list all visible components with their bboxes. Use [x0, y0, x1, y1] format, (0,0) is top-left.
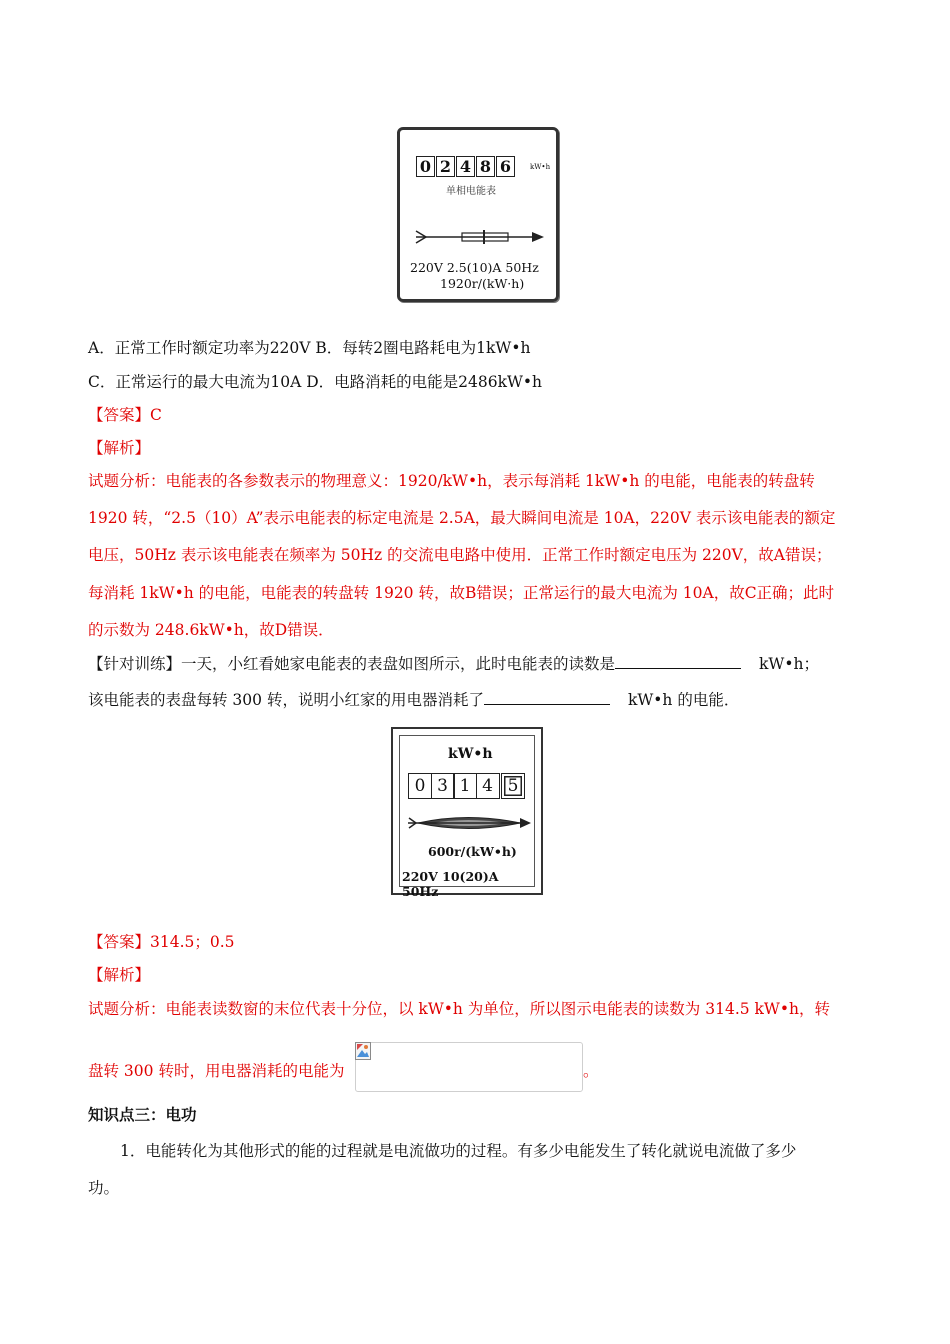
analysis-2-heading: 【解析】 — [88, 966, 151, 984]
meter1-name: 单相电能表 — [446, 186, 496, 197]
broken-image-icon — [355, 1042, 371, 1060]
formula-image-placeholder — [355, 1042, 583, 1092]
meter2-spec: 220V 10(20)A 50Hz — [402, 869, 499, 899]
meter2-digit: 0 — [408, 773, 432, 799]
electric-meter-figure-1 — [397, 127, 559, 302]
meter1-digit-window — [416, 156, 516, 177]
meter1-rotor-arrow-icon — [414, 226, 546, 248]
meter1-digit: 2 — [436, 156, 455, 177]
meter1-unit: kW•h — [530, 163, 551, 171]
answer-blank-2[interactable] — [484, 690, 610, 705]
training-text-2a: 该电能表的表盘每转 300 转，说明小红家的用电器消耗了 — [88, 691, 484, 709]
meter1-spec-line2: 1920r/(kW·h) — [440, 276, 525, 291]
answer-1: 【答案】C — [88, 406, 162, 424]
answer-2: 【答案】314.5；0.5 — [88, 933, 235, 951]
section-title: 知识点三：电功 — [88, 1105, 197, 1124]
training-text-2b: kW•h 的电能． — [627, 691, 740, 709]
analysis-2-line-2: 盘转 300 转时，用电器消耗的电能为 — [88, 1062, 345, 1080]
analysis-1-line: 试题分析：电能表的各参数表示的物理意义：1920/kW•h，表示每消耗 1kW•h 的电能，电能表的转盘转 — [88, 472, 815, 490]
meter2-digit: 4 — [476, 773, 500, 799]
analysis-1-line: 电压，50Hz 表示该电能表在频率为 50Hz 的交流电电路中使用．正常工作时额定电压为 220V，故A错误； — [88, 546, 832, 564]
training-line-1 — [88, 652, 819, 674]
analysis-2-period: 。 — [583, 1062, 599, 1080]
options-line-2: C．正常运行的最大电流为10A D．电路消耗的电能是2486kW•h — [88, 373, 543, 391]
answer-blank-1[interactable] — [615, 654, 741, 669]
meter1-digit: 4 — [456, 156, 475, 177]
analysis-1-heading: 【解析】 — [88, 439, 151, 457]
section-paragraph-line-2: 功。 — [88, 1179, 120, 1197]
meter2-digit: 3 — [431, 773, 455, 799]
meter2-digit-tenths: 5 — [501, 773, 525, 799]
meter1-digit: 6 — [496, 156, 515, 177]
meter2-digit: 1 — [453, 773, 477, 799]
meter1-digit: 0 — [416, 156, 435, 177]
meter2-digit-window — [408, 773, 524, 799]
electric-meter-figure-2 — [391, 727, 543, 899]
meter2-panel — [399, 735, 535, 899]
training-line-2 — [88, 688, 739, 710]
training-text-1a: 【针对训练】一天，小红看她家电能表的表盘如图所示，此时电能表的读数是 — [88, 655, 616, 673]
training-text-1b: kW•h； — [759, 655, 819, 673]
options-line-1: A．正常工作时额定功率为220V B．每转2圈电路耗电为1kW•h — [88, 339, 531, 357]
analysis-1-line: 的示数为 248.6kW•h，故D错误． — [88, 621, 334, 639]
analysis-1-line: 1920 转，“2.5（10）A”表示电能表的标定电流是 2.5A，最大瞬间电流是 10A，220V 表示该电能表的额定 — [88, 509, 836, 527]
meter1-digit: 8 — [476, 156, 495, 177]
section-paragraph-line-1: 1．电能转化为其他形式的能的过程就是电流做功的过程。有多少电能发生了转化就说电流做了多少 — [120, 1142, 797, 1160]
meter2-rotor-disk-icon — [408, 812, 532, 834]
analysis-2-line-1: 试题分析：电能表读数窗的末位代表十分位，以 kW•h 为单位，所以图示电能表的读数为 314.5 kW•h，转 — [88, 1000, 830, 1018]
meter2-unit: kW•h — [448, 746, 493, 762]
analysis-1-line: 每消耗 1kW•h 的电能，电能表的转盘转 1920 转，故B错误；正常运行的最大电流为 10A，故C正确；此时 — [88, 584, 835, 602]
meter1-spec-line1: 220V 2.5(10)A 50Hz — [410, 260, 539, 275]
meter2-revolutions: 600r/(kW•h) — [428, 844, 517, 859]
